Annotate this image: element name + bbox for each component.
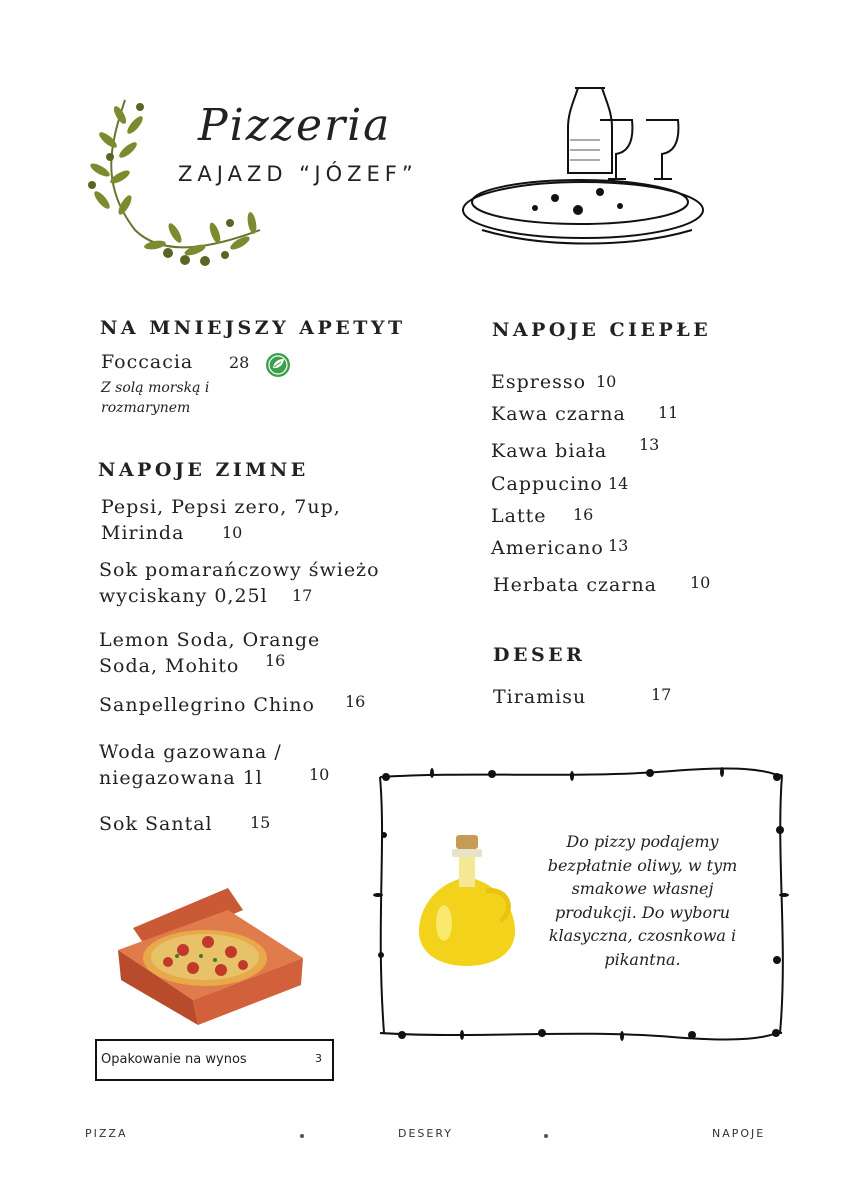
- oil-info-line: klasyczna, czosnkowa i: [548, 926, 737, 945]
- oil-info-text: [530, 830, 755, 971]
- price-water: 10: [309, 765, 330, 784]
- footer-link-desery[interactable]: DESERY: [398, 1127, 454, 1140]
- olive-oil-bottle-icon: [414, 833, 524, 968]
- footer-link-pizza[interactable]: PIZZA: [85, 1127, 128, 1140]
- footer-separator-dot: [544, 1134, 548, 1138]
- oil-info-line: bezpłatnie oliwy, w tym: [547, 855, 738, 875]
- menu-item-orange-juice-line2: wyciskany 0,25l: [99, 585, 268, 607]
- price-americano: 13: [608, 536, 629, 555]
- menu-item-lemon-soda-line2: Soda, Mohito: [99, 655, 240, 677]
- menu-item-kawa-biala: Kawa biała: [491, 440, 608, 462]
- menu-item-water-line2: niegazowana 1l: [99, 767, 263, 789]
- price-kawa-czarna: 11: [658, 403, 679, 422]
- menu-item-sok-santal: Sok Santal: [99, 813, 213, 835]
- section-title-small-appetite: NA MNIEJSZY APETYT: [100, 317, 406, 339]
- takeaway-box: [95, 1039, 334, 1081]
- section-title-cold-drinks: NAPOJE ZIMNE: [98, 459, 309, 481]
- section-title-dessert: DESER: [493, 644, 586, 666]
- foccacia-note-text: Z solą morską i rozmarynem: [101, 380, 210, 416]
- menu-item-pepsi-line2: Mirinda: [101, 522, 185, 544]
- price-herbata-czarna: 10: [690, 573, 711, 592]
- price-sanpellegrino: 16: [345, 692, 366, 711]
- price-cappucino: 14: [608, 474, 629, 493]
- section-title-hot-drinks: NAPOJE CIEPŁE: [492, 319, 712, 341]
- takeaway-label: Opakowanie na wynos: [101, 1052, 247, 1067]
- pizza-box-icon: [113, 880, 308, 1030]
- price-latte: 16: [573, 505, 594, 524]
- script-title: Pizzeria: [198, 100, 392, 151]
- price-espresso: 10: [596, 372, 617, 391]
- menu-item-herbata-czarna: Herbata czarna: [493, 574, 658, 596]
- menu-item-latte: Latte: [491, 505, 547, 527]
- takeaway-price: 3: [315, 1052, 322, 1065]
- price-lemon-soda: 16: [265, 651, 286, 670]
- menu-item-americano: Americano: [491, 537, 604, 559]
- menu-item-sanpellegrino: Sanpellegrino Chino: [99, 694, 315, 716]
- menu-item-water-line1: Woda gazowana /: [99, 741, 282, 763]
- pizza-wine-sketch-icon: [460, 80, 715, 245]
- price-pepsi: 10: [222, 523, 243, 542]
- menu-item-lemon-soda-line1: Lemon Soda, Orange: [99, 629, 321, 651]
- foccacia-note: [101, 378, 261, 418]
- vegan-leaf-icon: [265, 352, 291, 378]
- price-orange-juice: 17: [292, 586, 313, 605]
- price-sok-santal: 15: [250, 813, 271, 832]
- menu-item-orange-juice-line1: Sok pomarańczowy świeżo: [99, 559, 380, 581]
- menu-item-foccacia: Foccacia: [101, 351, 194, 373]
- restaurant-subtitle: ZAJAZD “JÓZEF”: [178, 162, 418, 186]
- oil-info-line: smakowe własnej: [571, 879, 714, 898]
- oil-info-line: Do pizzy podajemy: [566, 832, 719, 851]
- price-kawa-biala: 13: [639, 435, 660, 454]
- oil-info-line: produkcji. Do wyboru: [554, 902, 731, 922]
- price-foccacia: 28: [229, 353, 250, 372]
- price-tiramisu: 17: [651, 685, 672, 704]
- oil-info-line: pikantna.: [604, 949, 681, 969]
- menu-item-tiramisu: Tiramisu: [493, 686, 587, 708]
- menu-item-kawa-czarna: Kawa czarna: [491, 403, 626, 425]
- menu-item-pepsi-line1: Pepsi, Pepsi zero, 7up,: [101, 496, 341, 518]
- menu-item-espresso: Espresso: [491, 371, 587, 393]
- footer-link-napoje[interactable]: NAPOJE: [712, 1127, 766, 1140]
- footer-separator-dot: [300, 1134, 304, 1138]
- menu-item-cappucino: Cappucino: [491, 473, 603, 495]
